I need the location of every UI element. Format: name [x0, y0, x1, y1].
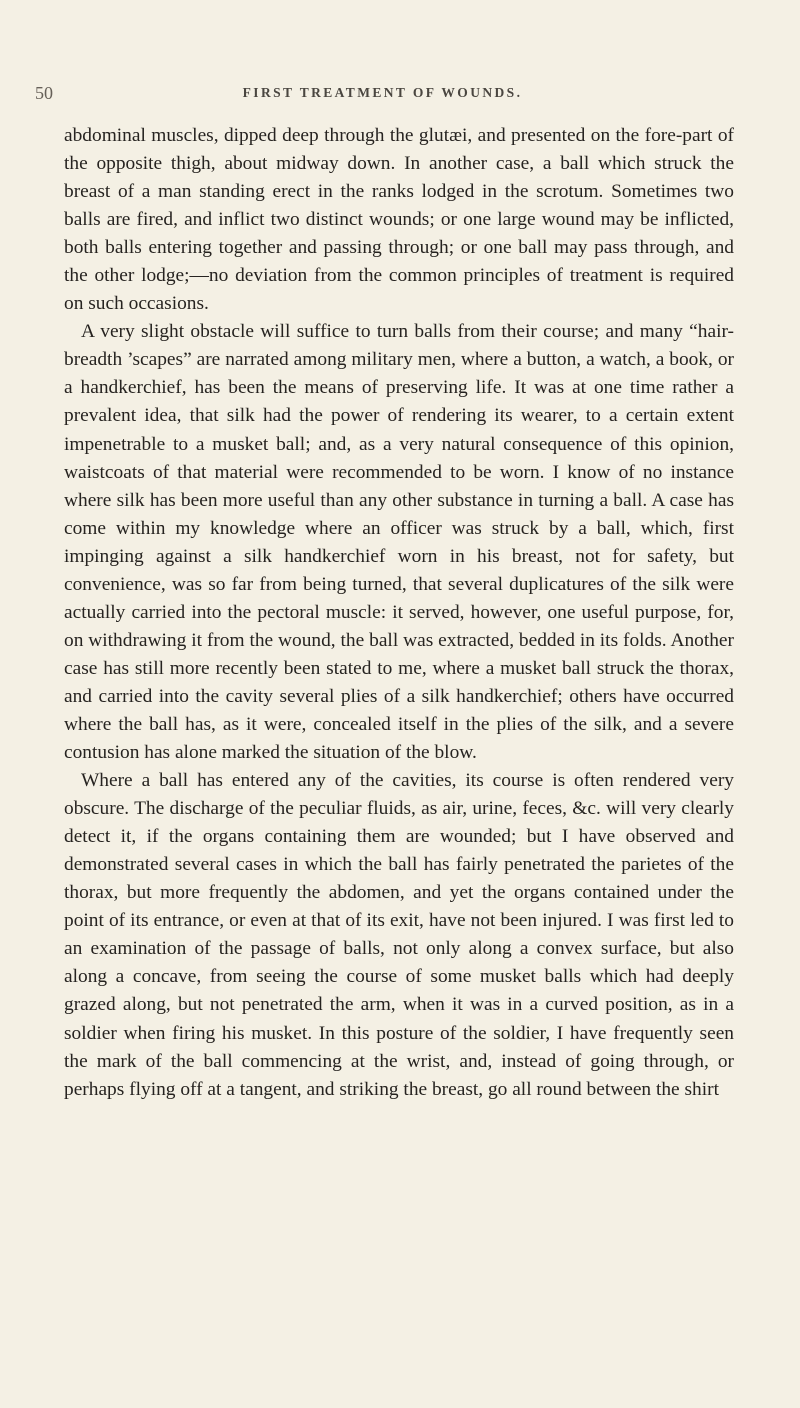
body-text [64, 122, 734, 1104]
running-title: FIRST TREATMENT OF WOUNDS. [242, 85, 523, 100]
paragraph-ball-cavities: Where a ball has entered any of the cavities, its course is often rendered very obscure. The discharge of the peculiar fluids, as air, urine, feces, &c. will very clearly detect it, if the organs containing them are wounded; but I have observed and demonstrated several cases in which the ball has fairly penetrated the parietes of the thorax, but more frequently the abdomen, and yet the organs contained under the point of its entrance, or even at that of its exit, have not been injured. I was first led to an examination of the passage of balls, not only along a convex surface, but also along a concave, from seeing the course of some musket balls which had deeply grazed along, but not penetrated the arm, when it was in a curved position, as in a soldier when firing his musket. In this posture of the soldier, I have frequently seen the mark of the ball commencing at the wrist, and, instead of going through, or perhaps flying off at a tangent, and striking the breast, go all round between the shirt [64, 770, 734, 1100]
running-head [35, 83, 730, 105]
page-number: 50 [35, 83, 53, 103]
paragraph-continued: abdominal muscles, dipped deep through the glutæi, and presented on the fore-part of the opposite thigh, about midway down. In another case, a ball which struck the breast of a man standing erect in the ranks lodged in the scrotum. Sometimes two balls are fired, and inflict two distinct wounds; or one large wound may be inflicted, both balls entering together and passing through; or one ball may pass through, and the other lodge;—no deviation from the common principles of treatment is required on such occasions. [64, 125, 734, 315]
paragraph-silk-obstacle: A very slight obstacle will suffice to turn balls from their course; and many “hair-breadth ’scapes” are narrated among military men, where a button, a watch, a book, or a handkerchief, has been the means of preserving life. It was at one time rather a prevalent idea, that silk had the power of rendering its wearer, to a certain extent impenetrable to a musket ball; and, as a very natural consequence of this opinion, waistcoats of that material were recommended to be worn. I know of no instance where silk has been more useful than any other substance in turning a ball. A case has come within my knowledge where an officer was struck by a ball, which, first impinging against a silk handkerchief worn in his breast, not for safety, but convenience, was so far from being turned, that several duplicatures of the silk were actually carried into the pectoral muscle: it served, however, one useful purpose, for, on withdrawing it from the wound, the ball was extracted, bedded in its folds. Another case has still more recently been stated to me, where a musket ball struck the thorax, and carried into the cavity several plies of a silk handkerchief; others have occurred where the ball has, as it were, concealed itself in the plies of the silk, and a severe contusion has alone marked the situation of the blow. [64, 321, 734, 764]
